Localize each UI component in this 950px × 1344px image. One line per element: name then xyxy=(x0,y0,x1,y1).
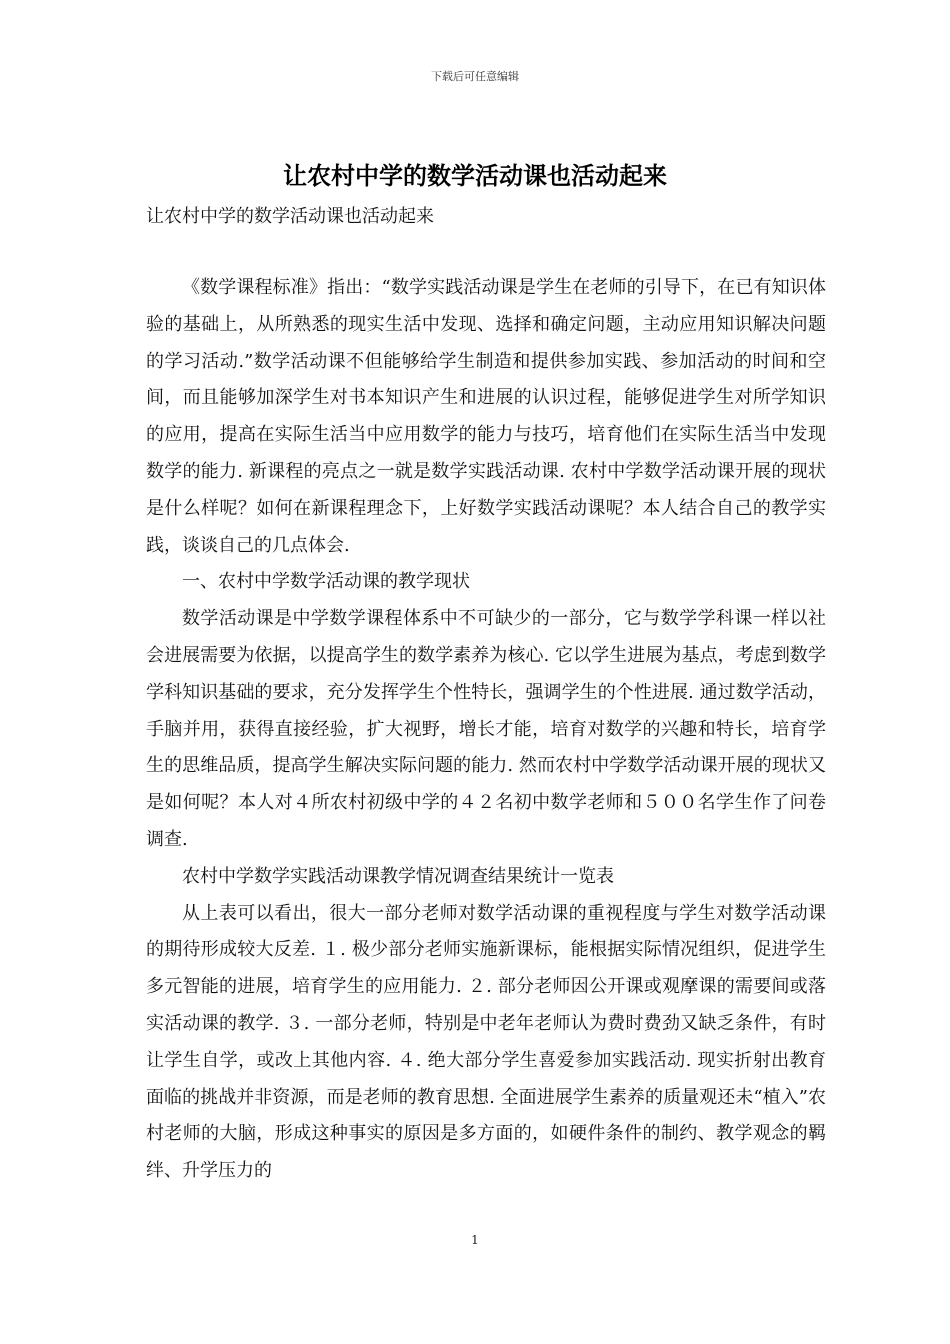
paragraph-status: 数学活动课是中学数学课程体系中不可缺少的一部分，它与数学学科课一样以社会进展需要为依据，以提高学生的数学素养为核心. 它以学生进展为基点，考虑到数学学科知识基础的要求，充分发挥学生个性特长，强调学生的个性进展. 通过数学活动，手脑并用，获得直接经验，扩大视野，增长才能，培育对数学的兴趣和特长，培育学生的思维品质，提高学生解决实际问题的能力. 然而农村中学数学活动课开展的现状又是如何呢？本人对４所农村初级中学的４２名初中数学老师和５００名学生作了问卷调查. xyxy=(146,608,826,850)
paragraph-analysis: 从上表可以看出，很大一部分老师对数学活动课的重视程度与学生对数学活动课的期待形成较大反差. １. 极少部分老师实施新课标，能根据实际情况组织，促进学生多元智能的进展，培育学生的应用能力. ２. 部分老师因公开课或观摩课的需要间或落实活动课的教学. ３. 一部分老师，特别是中老年老师认为费时费劲又缺乏条件，有时让学生自学，或改上其他内容. ４. 绝大部分学生喜爱参加实践活动. 现实折射出教育面临的挑战并非资源，而是老师的教育思想. 全面进展学生素养的质量观还未“植入”农村老师的大脑，形成这种事实的原因是多方面的，如硬件条件的制约、教学观念的羁绊、升学压力的 xyxy=(146,902,827,1182)
section-heading-1: 一、农村中学数学活动课的教学现状 xyxy=(182,571,470,593)
table-caption: 农村中学数学实践活动课教学情况调查结果统计一览表 xyxy=(182,865,614,887)
paragraph-intro: 《数学课程标准》指出：“数学实践活动课是学生在老师的引导下，在已有知识体验的基础上，从所熟悉的现实生活中发现、选择和确定问题，主动应用知识解决问题的学习活动.”数学活动课不但能够给学生制造和提供参加实践、参加活动的时间和空间，而且能够加深学生对书本知识产生和进展的认识过程，能够促进学生对所学知识的应用，提高在实际生活当中应用数学的能力与技巧，培育他们在实际生活当中发现数学的能力. 新课程的亮点之一就是数学实践活动课. 农村中学数学活动课开展的现状是什么样呢？如何在新课程理念下，上好数学实践活动课呢？本人结合自己的教学实践，谈谈自己的几点体会. xyxy=(146,277,826,556)
document-body xyxy=(146,270,826,1190)
header-note: 下载后可任意编辑 xyxy=(431,70,519,83)
document-title: 让农村中学的数学活动课也活动起来 xyxy=(283,162,667,190)
page-number: 1 xyxy=(471,1233,479,1247)
document-subtitle: 让农村中学的数学活动课也活动起来 xyxy=(146,206,434,227)
